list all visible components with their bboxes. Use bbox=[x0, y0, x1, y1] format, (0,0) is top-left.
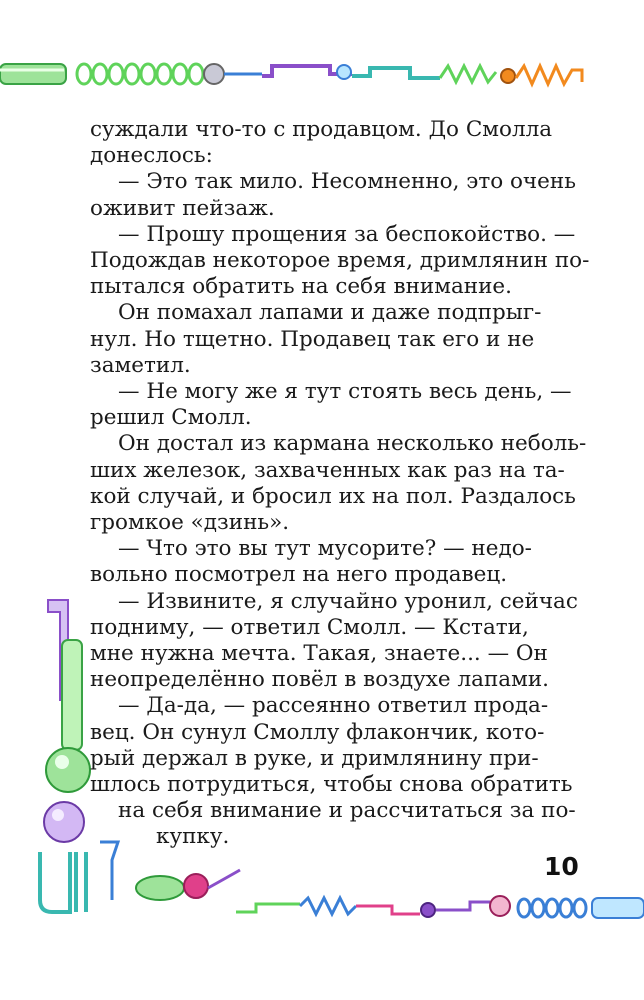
top-green-coil bbox=[77, 64, 203, 84]
text-line: шлось потрудиться, чтобы снова обратить bbox=[90, 772, 573, 798]
body-text bbox=[90, 117, 590, 851]
text-line: мне нужна мечта. Такая, знаете... — Он bbox=[90, 641, 548, 667]
text-line: — Что это вы тут мусорите? — недо- bbox=[118, 536, 532, 562]
text-line: суждали что-то с продавцом. До Смолла bbox=[90, 117, 553, 142]
top-orange-bead bbox=[501, 69, 515, 83]
top-teal-pipe bbox=[352, 68, 440, 78]
text-line: — Прошу прощения за беспокойство. — bbox=[118, 221, 576, 247]
bottom-glass-bulb bbox=[490, 896, 510, 916]
text-line: купку. bbox=[156, 824, 230, 850]
text-line: — Это так мило. Несомненно, это очень bbox=[118, 169, 576, 195]
left-pink-ball bbox=[184, 874, 208, 898]
left-purple-flask bbox=[44, 802, 84, 842]
top-decorative-border bbox=[0, 0, 644, 110]
top-orange-zigzag bbox=[516, 66, 582, 84]
bottom-green-pipe bbox=[236, 904, 300, 912]
text-line: на себя внимание и рассчитаться за по- bbox=[118, 798, 576, 824]
text-line: подниму, — ответил Смолл. — Кстати, bbox=[90, 614, 529, 640]
text-line: оживит пейзаж. bbox=[90, 195, 275, 221]
top-glass-bulb bbox=[204, 64, 224, 84]
text-line: рый держал в руке, и дримлянину при- bbox=[90, 745, 539, 771]
text-line: вец. Он сунул Смоллу флакончик, кото- bbox=[90, 719, 545, 745]
text-line: Он помахал лапами и даже подпрыг- bbox=[118, 300, 542, 326]
left-teal-coil bbox=[40, 852, 86, 912]
top-zigzag bbox=[440, 66, 496, 82]
text-line: нул. Но тщетно. Продавец так его и не bbox=[90, 326, 535, 352]
text-line: вольно посмотрел на него продавец. bbox=[90, 562, 508, 588]
text-line: — Да-да, — рассеянно ответил прода- bbox=[118, 693, 549, 719]
left-green-flask bbox=[46, 748, 90, 792]
text-line: донеслось: bbox=[90, 143, 213, 169]
text-line: Он достал из кармана несколько неболь- bbox=[118, 431, 587, 457]
left-green-funnel bbox=[136, 876, 184, 900]
text-line: ших железок, захваченных как раз на та- bbox=[90, 457, 565, 483]
bottom-blue-coil bbox=[518, 899, 586, 917]
text-line: пытался обратить на себя внимание. bbox=[90, 274, 512, 300]
bottom-zigzag bbox=[300, 898, 356, 914]
text-line: решил Смолл. bbox=[90, 405, 252, 431]
text-line: неопределённо повёл в воздухе лапами. bbox=[90, 667, 549, 693]
text-line: — Извините, я случайно уронил, сейчас bbox=[118, 588, 578, 614]
page-number: 10 bbox=[544, 852, 579, 881]
left-purple-tube bbox=[48, 600, 68, 700]
text-line: Подождав некоторое время, дримлянин по- bbox=[90, 248, 590, 274]
text-line: кой случай, и бросил их на пол. Раздалось bbox=[90, 483, 576, 509]
text-line: громкое «дзинь». bbox=[90, 510, 290, 536]
text-line: заметил. bbox=[90, 352, 191, 378]
bottom-glass-tube bbox=[592, 898, 644, 918]
top-glass-tube bbox=[0, 64, 66, 84]
text-line: — Не могу же я тут стоять весь день, — bbox=[118, 379, 572, 405]
left-green-column bbox=[62, 640, 82, 750]
